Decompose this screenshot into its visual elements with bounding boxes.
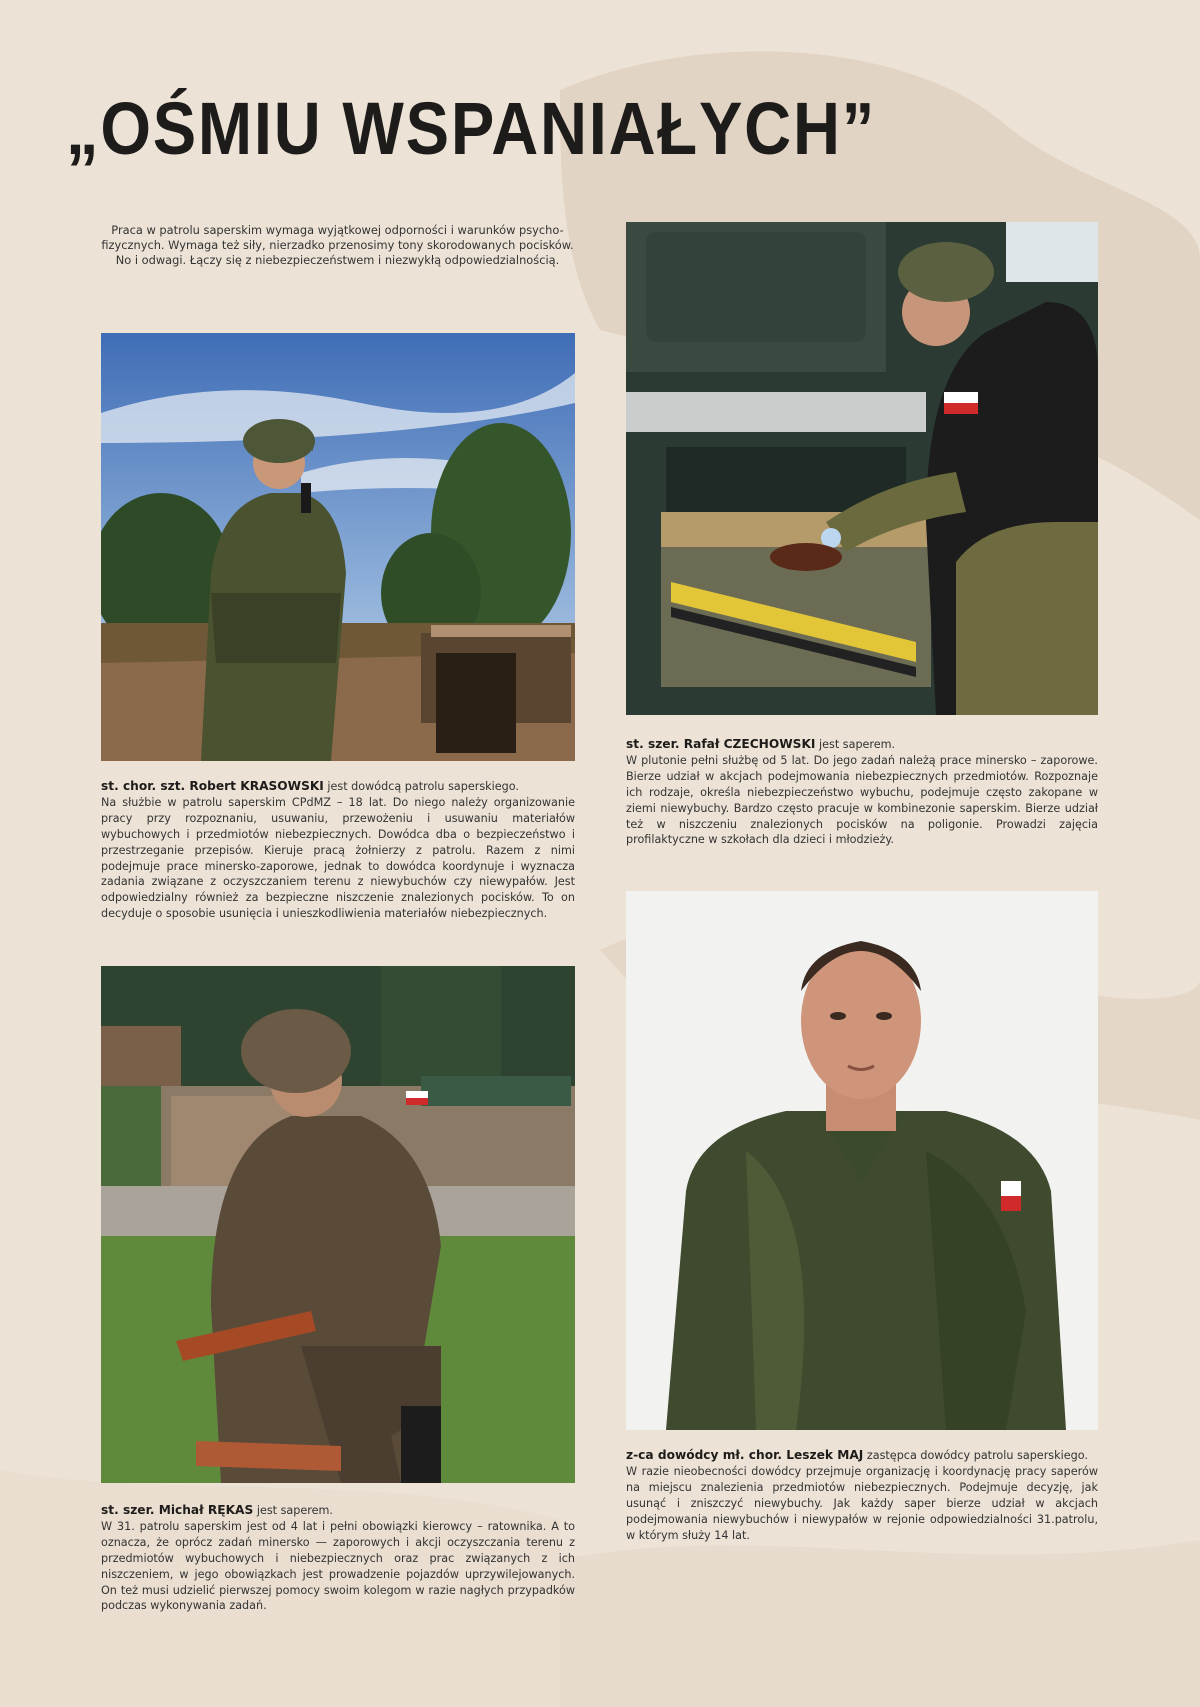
profile-body: W 31. patrolu saperskim jest od 4 lat i pełni obowiązki kierowcy – ratownika. A to oznacza, że oprócz zadań minersko — zaporowych i akcji oczyszczania terenu z przedmiotów wybuchowych i niebezpiecznych oraz prac związanych z ich niszczeniem, w jego obowiązkach jest prowadzenie pojazdów uprzywilejowanych. On też musi udzielić pierwszej pomocy swoim kolegom w razie nagłych przypadków podczas wykonywania zadań.: [101, 1519, 575, 1613]
intro-paragraph: Praca w patrolu saperskim wymaga wyjątkowej odporności i warunków psycho-fizycznych. Wymaga też siły, nierzadko przenosimy tony skorodowanych pocisków. No i odwagi. Łączy się z niebezpieczeństwem i niezwykłą odpowiedzialnością.: [101, 223, 574, 267]
photo-rekas: [101, 966, 575, 1483]
profile-role: jest saperem.: [815, 738, 896, 751]
photo-krasowski: [101, 333, 575, 761]
profile-name: st. szer. Michał RĘKAS: [101, 1503, 254, 1517]
page-title: „OŚMIU WSPANIAŁYCH”: [66, 87, 877, 170]
profile-name: z-ca dowódcy mł. chor. Leszek MAJ: [626, 1448, 864, 1462]
caption-rekas: [101, 1503, 575, 1614]
profile-name: st. szer. Rafał CZECHOWSKI: [626, 737, 816, 751]
caption-krasowski: [101, 779, 575, 922]
photo-czechowski: [626, 222, 1098, 715]
profile-body: W plutonie pełni służbę od 5 lat. Do jego zadań należą prace minersko – zaporowe. Bierze udział w akcjach podejmowania niebezpiecznych przedmiotów. Rozpoznaje ich rodzaje, określa niebezpieczeństwo wybuchu, podejmuje często zakopane w ziemi niewybuchy. Bardzo często pracuje w kombinezonie saperskim. Bierze udział też w niszczeniu znalezionych pocisków na poligonie. Prowadzi zajęcia profilaktyczne w szkołach dla dzieci i młodzieży.: [626, 753, 1098, 847]
profile-body: Na służbie w patrolu saperskim CPdMZ – 18 lat. Do niego należy organizowanie pracy przy rozpoznaniu, usuwaniu, przewożeniu i usuwaniu materiałów wybuchowych i przedmiotów niebezpiecznych. Dowódca dba o bezpieczeństwo i przestrzeganie przepisów. Kieruje pracą żołnierzy z patrolu. Razem z nimi podejmuje prace minersko-zaporowe, jednak to dowódca koordynuje i wyznacza zadania związane z oczyszczaniem terenu z niewybuchów czy niewypałów. Jest odpowiedzialny również za bezpieczne niszczenie znalezionych pocisków. To on decyduje o sposobie usunięcia i unieszkodliwienia materiałów niebezpiecznych.: [101, 795, 575, 921]
caption-czechowski: [626, 737, 1098, 848]
profile-role: jest saperem.: [253, 1504, 333, 1517]
profile-role: jest dowódcą patrolu saperskiego.: [323, 780, 519, 793]
photo-maj: [626, 891, 1098, 1430]
profile-body: W razie nieobecności dowódcy przejmuje organizację i koordynację pracy saperów na miejscu znalezienia przedmiotów niebezpiecznych. Podejmuje decyzję, jak usunąć i zniszczyć niewybuchy. Jak każdy saper bierze udział w akcjach podejmowania niewybuchów i niewypałów w rejonie odpowiedzialności 31.patrolu, w którym służy 14 lat.: [626, 1464, 1098, 1542]
profile-role: zastępca dowódcy patrolu saperskiego.: [863, 1449, 1088, 1462]
caption-maj: [626, 1448, 1098, 1543]
profile-name: st. chor. szt. Robert KRASOWSKI: [101, 779, 324, 793]
